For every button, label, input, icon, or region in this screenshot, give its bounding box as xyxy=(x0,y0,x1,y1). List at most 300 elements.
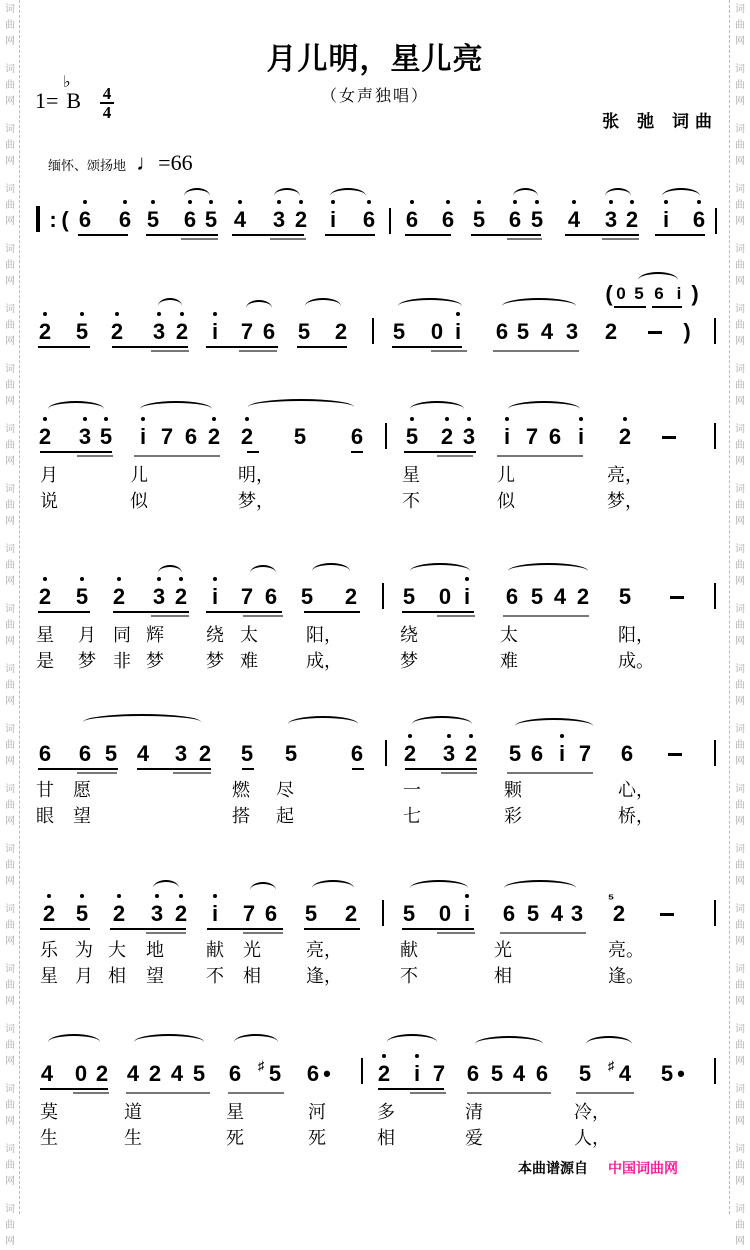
octave-dot-icon xyxy=(465,894,469,898)
slur xyxy=(410,401,464,409)
watermark-text: 词 曲 网 xyxy=(5,724,15,767)
lyric: 为 xyxy=(75,940,93,961)
lyric: 道 xyxy=(124,1102,142,1123)
double-underline-beam xyxy=(270,238,306,240)
note: 5 xyxy=(146,208,160,232)
note: 5 xyxy=(204,208,218,232)
lyric: 人， xyxy=(574,1128,610,1149)
underline-beam xyxy=(206,611,282,613)
note: 5 xyxy=(490,1061,504,1086)
lyric: 甘 xyxy=(36,780,54,801)
sharp-icon: ♯ xyxy=(258,1058,265,1073)
lyric: 似 xyxy=(497,491,515,512)
watermark-text: 词 曲 网 xyxy=(5,424,15,467)
key-note: B xyxy=(66,88,82,113)
note: 2 xyxy=(377,1062,391,1086)
tempo-marking xyxy=(48,150,193,176)
double-underline-beam xyxy=(151,615,189,617)
octave-dot-icon xyxy=(188,200,192,204)
note: 5 xyxy=(284,741,298,766)
song-subtitle: （女声独唱） xyxy=(320,86,429,105)
octave-dot-icon xyxy=(115,312,119,316)
lyric: 不 xyxy=(402,491,420,512)
slur xyxy=(246,300,272,308)
underline-beam xyxy=(402,928,474,930)
lyric: 梦 xyxy=(400,651,418,672)
watermark-text: 词 曲 网 xyxy=(735,1084,745,1127)
note: 5 xyxy=(530,584,544,609)
time-numerator: 4 xyxy=(102,84,112,103)
octave-dot-icon xyxy=(630,200,634,204)
underline-beam xyxy=(146,234,218,236)
watermark-text: 词 曲 网 xyxy=(735,424,745,467)
underline-beam xyxy=(247,451,259,453)
note: 3 xyxy=(152,320,166,344)
repeat-start-barline xyxy=(36,206,40,232)
note: 5 xyxy=(75,320,89,344)
note: 6 xyxy=(184,424,198,449)
octave-dot-icon xyxy=(469,734,473,738)
double-underline-beam xyxy=(181,238,218,240)
sustain-dash xyxy=(670,596,684,599)
note: 3 xyxy=(462,425,476,449)
lyric: 心， xyxy=(618,780,654,801)
lyric: 生 xyxy=(40,1128,58,1149)
double-underline-beam xyxy=(437,932,475,934)
note: 2 xyxy=(344,901,358,926)
note: i xyxy=(136,425,150,449)
note: 2 xyxy=(334,319,348,344)
note: 2 xyxy=(576,584,590,609)
note: 6 xyxy=(262,319,276,344)
source-label: 本曲谱源自 xyxy=(518,1161,588,1177)
lyric: 望 xyxy=(73,806,91,827)
lyric: 绕 xyxy=(400,625,418,646)
note: 3 xyxy=(604,208,618,232)
lyric: 彩 xyxy=(504,806,522,827)
watermark-text: 词 曲 网 xyxy=(5,484,15,527)
underline-beam xyxy=(110,928,186,930)
double-underline-beam xyxy=(134,455,220,457)
watermark-text: 词 曲 网 xyxy=(5,1024,15,1067)
flat-icon: ♭ xyxy=(63,74,71,91)
sustain-dash xyxy=(660,913,674,916)
note: 6 xyxy=(535,1061,549,1086)
watermark-text: 词 曲 网 xyxy=(735,664,745,707)
note: i xyxy=(676,284,682,303)
underline-beam xyxy=(402,611,474,613)
note: i xyxy=(410,1062,424,1086)
barline xyxy=(382,900,384,926)
lyric: 相 xyxy=(243,966,261,987)
octave-dot-icon xyxy=(513,200,517,204)
octave-dot-icon xyxy=(151,200,155,204)
note: i xyxy=(555,742,569,766)
barline xyxy=(714,740,716,766)
octave-dot-icon xyxy=(43,577,47,581)
double-underline-beam xyxy=(497,455,583,457)
note: 3 xyxy=(570,901,584,926)
note: 6 xyxy=(530,741,544,766)
note: 3 xyxy=(150,902,164,926)
note: 6 xyxy=(264,584,278,609)
octave-dot-icon xyxy=(415,1054,419,1058)
lyric: 地 xyxy=(146,940,164,961)
watermark-text: 词 曲 网 xyxy=(5,1084,15,1127)
note: 5 ♯ xyxy=(268,1062,282,1086)
slur xyxy=(504,880,576,888)
lyric: 不 xyxy=(206,966,224,987)
double-underline-beam xyxy=(228,1092,284,1094)
watermark-text: 词 曲 网 xyxy=(5,904,15,947)
note: 5 xyxy=(526,901,540,926)
underline-beam xyxy=(655,234,705,236)
octave-dot-icon xyxy=(104,417,108,421)
octave-dot-icon xyxy=(447,734,451,738)
octave-dot-icon xyxy=(80,312,84,316)
octave-dot-icon xyxy=(43,417,47,421)
octave-dot-icon xyxy=(213,312,217,316)
note: 2 xyxy=(148,1061,162,1086)
lyric: 儿 xyxy=(130,465,148,486)
note: 5 xyxy=(297,319,311,344)
lyric: 七 xyxy=(403,806,421,827)
double-underline-beam xyxy=(410,1092,446,1094)
octave-dot-icon xyxy=(141,417,145,421)
barline xyxy=(361,1058,363,1084)
octave-dot-icon xyxy=(467,417,471,421)
lyric: 梦， xyxy=(238,491,274,512)
watermark-text: 词 曲 网 xyxy=(5,604,15,647)
lyric: 生 xyxy=(124,1128,142,1149)
underline-beam xyxy=(405,234,451,236)
sustain-dash xyxy=(668,753,682,756)
watermark-text: 词 曲 网 xyxy=(735,1024,745,1067)
note: 5 xyxy=(618,584,632,609)
note: 3 xyxy=(442,742,456,766)
underline-beam xyxy=(565,234,639,236)
tempo-value: =66 xyxy=(158,150,193,175)
note: 3 xyxy=(174,741,188,766)
note: 7 xyxy=(242,901,256,926)
note: 6 xyxy=(350,741,364,766)
underline-beam xyxy=(38,346,90,348)
lyric: 太 xyxy=(240,625,258,646)
note: 3 xyxy=(78,425,92,449)
octave-dot-icon xyxy=(410,200,414,204)
source-footer xyxy=(518,1158,678,1178)
watermark-text: 词 曲 网 xyxy=(5,544,15,587)
note: i xyxy=(208,320,222,344)
double-underline-beam xyxy=(173,772,211,774)
watermark-text: 词 曲 网 xyxy=(735,844,745,887)
watermark-text: 词 曲 网 xyxy=(735,124,745,167)
slur xyxy=(274,188,300,196)
underline-beam xyxy=(378,1088,444,1090)
barline xyxy=(714,318,716,344)
underline-beam xyxy=(652,306,682,308)
slur xyxy=(184,188,210,196)
note: 0 xyxy=(616,284,626,303)
note: 6 xyxy=(264,901,278,926)
note: 2 xyxy=(240,425,254,449)
note: 6 xyxy=(505,584,519,609)
underline-beam xyxy=(206,346,278,348)
watermark-text: 词 曲 网 xyxy=(735,604,745,647)
watermark-text: 词 曲 网 xyxy=(5,364,15,407)
note: 2 xyxy=(38,585,52,609)
double-underline-beam xyxy=(243,615,283,617)
octave-dot-icon xyxy=(43,312,47,316)
lyric: 星 xyxy=(402,465,420,486)
note: 5 xyxy=(104,741,118,766)
lyric: 是 xyxy=(36,651,54,672)
slur xyxy=(305,298,341,306)
watermark-text: 词 曲 网 xyxy=(735,304,745,347)
double-underline-beam xyxy=(437,455,473,457)
lyric: 献 xyxy=(206,940,224,961)
note: 7 xyxy=(432,1061,446,1086)
lyric: 难 xyxy=(500,651,518,672)
note: 7 xyxy=(578,741,592,766)
double-underline-beam xyxy=(576,1092,634,1094)
note: 2 xyxy=(403,742,417,766)
barline xyxy=(389,208,391,234)
note: 4 xyxy=(567,208,581,232)
double-underline-beam xyxy=(431,350,467,352)
octave-dot-icon xyxy=(572,200,576,204)
note: 5 xyxy=(240,741,254,766)
lyric: 死 xyxy=(226,1128,244,1149)
note: 7 xyxy=(525,424,539,449)
note: 0 xyxy=(74,1061,88,1086)
underline-beam xyxy=(112,346,188,348)
underline-beam xyxy=(38,768,118,770)
note: 6 xyxy=(502,901,516,926)
lyric: 愿 xyxy=(73,780,91,801)
double-underline-beam xyxy=(441,772,477,774)
octave-dot-icon xyxy=(410,417,414,421)
double-underline-beam xyxy=(500,932,586,934)
sharp-icon: ♯ xyxy=(608,1058,615,1073)
lyric: 阳， xyxy=(618,625,654,646)
watermark-text: 词 曲 网 xyxy=(5,184,15,227)
underline-beam xyxy=(297,346,347,348)
note: 5 xyxy=(75,585,89,609)
note: 2 xyxy=(175,320,189,344)
octave-dot-icon xyxy=(664,200,668,204)
slur xyxy=(412,716,472,724)
octave-dot-icon xyxy=(277,200,281,204)
note: 2 xyxy=(207,425,221,449)
lyric: 尽 xyxy=(276,780,294,801)
watermark-text: 词 曲 网 xyxy=(5,964,15,1007)
note: 6 xyxy=(118,208,132,232)
note: 6 xyxy=(405,208,419,232)
slur xyxy=(410,880,468,888)
watermark-text: 词 曲 网 xyxy=(5,124,15,167)
underline-beam xyxy=(232,234,304,236)
double-underline-beam xyxy=(73,1092,109,1094)
lyric: 逢。 xyxy=(608,966,644,987)
octave-dot-icon xyxy=(209,200,213,204)
note: 4 xyxy=(136,741,150,766)
octave-dot-icon xyxy=(117,894,121,898)
lyric: 桥， xyxy=(618,806,654,827)
note: 2 xyxy=(625,208,639,232)
note: 5 xyxy=(472,208,486,232)
note: 4 xyxy=(540,319,554,344)
lyric: 光 xyxy=(494,940,512,961)
lyric: 多 xyxy=(377,1102,395,1123)
note: 2 xyxy=(198,741,212,766)
lyric: 亮， xyxy=(607,465,643,486)
note: 7 xyxy=(240,584,254,609)
lyric: 爱 xyxy=(465,1128,483,1149)
octave-dot-icon xyxy=(446,200,450,204)
note: 5 xyxy=(530,208,544,232)
lyric: 搭 xyxy=(232,806,250,827)
note: 5 xyxy=(402,901,416,926)
note: i xyxy=(574,425,588,449)
note: 2 xyxy=(464,742,478,766)
note: i xyxy=(500,425,514,449)
octave-dot-icon xyxy=(697,200,701,204)
slur xyxy=(312,880,354,888)
watermark-text: 词 曲 网 xyxy=(735,364,745,407)
note: 2 xyxy=(112,585,126,609)
lyric: 成。 xyxy=(618,651,654,672)
lyric: 似 xyxy=(130,491,148,512)
underline-beam xyxy=(405,768,477,770)
double-underline-beam xyxy=(507,772,593,774)
slur xyxy=(250,565,276,573)
note: 5 xyxy=(293,424,307,449)
source-site-link[interactable]: 中国词曲网 xyxy=(608,1161,678,1177)
lyric: 星 xyxy=(36,625,54,646)
lyric: 燃 xyxy=(232,780,250,801)
note: 6 xyxy=(38,741,52,766)
underline-beam xyxy=(113,611,189,613)
lyric: 起 xyxy=(276,806,294,827)
note: 6 xyxy=(228,1061,242,1086)
double-underline-beam xyxy=(146,932,186,934)
watermark-text: 词 曲 网 xyxy=(5,4,15,47)
double-underline-beam xyxy=(151,350,189,352)
double-underline-beam xyxy=(77,772,117,774)
slur xyxy=(387,1034,437,1042)
octave-dot-icon xyxy=(445,417,449,421)
octave-dot-icon xyxy=(83,417,87,421)
lyric: 明， xyxy=(238,465,274,486)
watermark-text: 词 曲 网 xyxy=(735,544,745,587)
octave-dot-icon xyxy=(80,577,84,581)
note: 6 xyxy=(548,424,562,449)
note: 4 xyxy=(512,1061,526,1086)
barline xyxy=(714,423,716,449)
lyric: 不 xyxy=(400,966,418,987)
lyric: 死 xyxy=(308,1128,326,1149)
octave-dot-icon xyxy=(238,200,242,204)
barline xyxy=(385,423,387,449)
watermark-text: 词 曲 网 xyxy=(5,64,15,107)
underline-beam xyxy=(78,234,128,236)
note: 2 xyxy=(344,584,358,609)
note: 5 xyxy=(578,1061,592,1086)
octave-dot-icon xyxy=(609,200,613,204)
lyric: 梦 xyxy=(206,651,224,672)
slur xyxy=(153,880,179,888)
note: 5 xyxy=(392,319,406,344)
note: 2 xyxy=(42,902,56,926)
barline xyxy=(372,318,374,344)
lyric: 望 xyxy=(146,966,164,987)
lyric: 相 xyxy=(494,966,512,987)
barline xyxy=(714,1058,716,1084)
underline-beam xyxy=(207,928,283,930)
slur xyxy=(508,563,588,571)
watermark-text: 词 曲 网 xyxy=(735,964,745,1007)
note: 6 xyxy=(441,208,455,232)
octave-dot-icon xyxy=(179,577,183,581)
note: 5 xyxy=(405,425,419,449)
lyric: 同 xyxy=(113,625,131,646)
octave-dot-icon xyxy=(382,1054,386,1058)
lyric: 星 xyxy=(226,1102,244,1123)
note: i xyxy=(451,320,465,344)
sustain-dash xyxy=(662,436,676,439)
slur xyxy=(515,718,593,726)
song-title: 月儿明，星儿亮 xyxy=(266,42,484,77)
watermark-text: 词 曲 网 xyxy=(735,904,745,947)
octave-dot-icon xyxy=(83,200,87,204)
octave-dot-icon xyxy=(408,734,412,738)
underline-beam xyxy=(404,451,476,453)
watermark-text: 词 曲 网 xyxy=(5,664,15,707)
slur xyxy=(508,401,580,409)
lyric: 乐 xyxy=(40,940,58,961)
barline xyxy=(715,208,717,234)
note: 5 xyxy=(192,1061,206,1086)
underline-beam xyxy=(38,611,90,613)
octave-dot-icon xyxy=(157,577,161,581)
slur xyxy=(158,298,182,306)
lyric: 阳， xyxy=(306,625,342,646)
note: 2 xyxy=(112,902,126,926)
note: 6 xyxy=(692,208,706,232)
note: 5 xyxy=(508,741,522,766)
lyric: 亮。 xyxy=(608,940,644,961)
octave-dot-icon xyxy=(456,312,460,316)
octave-dot-icon xyxy=(299,200,303,204)
note: 5 xyxy=(634,284,644,303)
octave-dot-icon xyxy=(623,417,627,421)
slur xyxy=(330,188,366,196)
double-underline-beam xyxy=(507,238,542,240)
octave-dot-icon xyxy=(465,577,469,581)
slur xyxy=(410,563,470,571)
octave-dot-icon xyxy=(560,734,564,738)
note: i xyxy=(460,902,474,926)
note: 6 xyxy=(495,319,509,344)
note: 5 xyxy=(304,901,318,926)
watermark-text: 词 曲 网 xyxy=(5,304,15,347)
watermark-column-left xyxy=(0,0,20,1247)
watermark-text: 词 曲 网 xyxy=(735,64,745,107)
lyric: 相 xyxy=(108,966,126,987)
lyric: 眼 xyxy=(36,806,54,827)
note: 4 xyxy=(550,901,564,926)
